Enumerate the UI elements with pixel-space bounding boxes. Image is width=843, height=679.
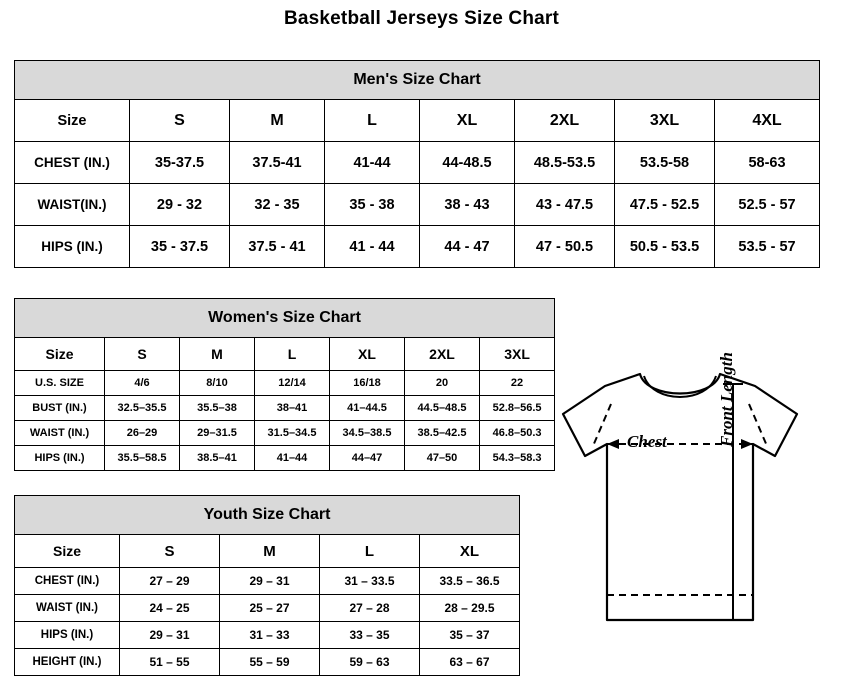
mens-col-header-m: M: [230, 100, 325, 142]
womens-us-size-3xl: 22: [480, 371, 555, 396]
womens-bust-3xl: 52.8–56.5: [480, 396, 555, 421]
table-row: [15, 595, 520, 622]
womens-bust-m: 35.5–38: [180, 396, 255, 421]
youth-height-s: 51 – 55: [120, 649, 220, 676]
table-row: [15, 446, 555, 471]
womens-us-size-l: 12/14: [255, 371, 330, 396]
youth-height-l: 59 – 63: [320, 649, 420, 676]
womens-bust-xl: 41–44.5: [330, 396, 405, 421]
womens-col-header-l: L: [255, 338, 330, 371]
womens-waist-s: 26–29: [105, 421, 180, 446]
youth-col-header-l: L: [320, 535, 420, 568]
youth-height-m: 55 – 59: [220, 649, 320, 676]
table-row: [15, 184, 820, 226]
youth-height-xl: 63 – 67: [420, 649, 520, 676]
table-header-row: [15, 100, 820, 142]
womens-waist-m: 29–31.5: [180, 421, 255, 446]
womens-us-size-2xl: 20: [405, 371, 480, 396]
table-row: [15, 396, 555, 421]
youth-hips-m: 31 – 33: [220, 622, 320, 649]
table-row: [15, 371, 555, 396]
womens-hips-m: 38.5–41: [180, 446, 255, 471]
womens-col-header-s: S: [105, 338, 180, 371]
youth-chest-l: 31 – 33.5: [320, 568, 420, 595]
womens-bust-l: 38–41: [255, 396, 330, 421]
mens-col-header-2xl: 2XL: [515, 100, 615, 142]
mens-chest-4xl: 58-63: [715, 142, 820, 184]
youth-waist-xl: 28 – 29.5: [420, 595, 520, 622]
mens-waist-3xl: 47.5 - 52.5: [615, 184, 715, 226]
mens-chart-caption: Men's Size Chart: [15, 61, 820, 100]
page-title: Basketball Jerseys Size Chart: [283, 8, 560, 29]
mens-row-label-hips: HIPS (IN.): [15, 226, 130, 268]
table-row: [15, 622, 520, 649]
womens-col-header-m: M: [180, 338, 255, 371]
mens-size-chart-table: [14, 60, 820, 268]
table-header-row: [15, 338, 555, 371]
table-row: [15, 568, 520, 595]
youth-row-label-height: HEIGHT (IN.): [15, 649, 120, 676]
measurement-diagram: [545, 352, 835, 672]
mens-hips-m: 37.5 - 41: [230, 226, 325, 268]
womens-col-header-xl: XL: [330, 338, 405, 371]
mens-chest-3xl: 53.5-58: [615, 142, 715, 184]
mens-waist-m: 32 - 35: [230, 184, 325, 226]
youth-chart-caption: Youth Size Chart: [15, 496, 520, 535]
womens-hips-l: 41–44: [255, 446, 330, 471]
mens-col-header-l: L: [325, 100, 420, 142]
womens-chart-caption: Women's Size Chart: [15, 299, 555, 338]
chest-arrow-left: [607, 439, 619, 449]
womens-bust-s: 32.5–35.5: [105, 396, 180, 421]
chest-label: Chest: [627, 432, 667, 451]
youth-col-header-xl: XL: [420, 535, 520, 568]
womens-row-label-hips: HIPS (IN.): [15, 446, 105, 471]
womens-hips-s: 35.5–58.5: [105, 446, 180, 471]
tshirt-icon: [545, 352, 835, 672]
womens-bust-2xl: 44.5–48.5: [405, 396, 480, 421]
youth-size-chart-table: [14, 495, 520, 676]
mens-row-label-chest: CHEST (IN.): [15, 142, 130, 184]
mens-col-header-4xl: 4XL: [715, 100, 820, 142]
table-header-row: [15, 535, 520, 568]
mens-col-header-xl: XL: [420, 100, 515, 142]
mens-hips-xl: 44 - 47: [420, 226, 515, 268]
womens-us-size-m: 8/10: [180, 371, 255, 396]
womens-hips-xl: 44–47: [330, 446, 405, 471]
table-row: [15, 649, 520, 676]
womens-waist-2xl: 38.5–42.5: [405, 421, 480, 446]
womens-us-size-xl: 16/18: [330, 371, 405, 396]
youth-waist-l: 27 – 28: [320, 595, 420, 622]
mens-col-header-3xl: 3XL: [615, 100, 715, 142]
shirt-outline: [563, 374, 797, 620]
mens-hips-4xl: 53.5 - 57: [715, 226, 820, 268]
womens-row-label-bust: BUST (IN.): [15, 396, 105, 421]
mens-waist-2xl: 43 - 47.5: [515, 184, 615, 226]
youth-row-label-chest: CHEST (IN.): [15, 568, 120, 595]
youth-hips-xl: 35 – 37: [420, 622, 520, 649]
mens-chest-s: 35-37.5: [130, 142, 230, 184]
table-caption-row: [15, 496, 520, 535]
womens-waist-xl: 34.5–38.5: [330, 421, 405, 446]
youth-col-header-size: Size: [15, 535, 120, 568]
table-row: [15, 226, 820, 268]
mens-hips-l: 41 - 44: [325, 226, 420, 268]
womens-row-label-us-size: U.S. SIZE: [15, 371, 105, 396]
mens-hips-s: 35 - 37.5: [130, 226, 230, 268]
youth-hips-s: 29 – 31: [120, 622, 220, 649]
youth-chest-s: 27 – 29: [120, 568, 220, 595]
youth-col-header-s: S: [120, 535, 220, 568]
youth-chest-m: 29 – 31: [220, 568, 320, 595]
womens-col-header-size: Size: [15, 338, 105, 371]
mens-chest-xl: 44-48.5: [420, 142, 515, 184]
left-sleeve-seam: [593, 404, 611, 446]
womens-row-label-waist: WAIST (IN.): [15, 421, 105, 446]
mens-col-header-size: Size: [15, 100, 130, 142]
womens-col-header-3xl: 3XL: [480, 338, 555, 371]
right-sleeve-seam: [749, 404, 767, 446]
mens-waist-s: 29 - 32: [130, 184, 230, 226]
mens-hips-2xl: 47 - 50.5: [515, 226, 615, 268]
mens-waist-xl: 38 - 43: [420, 184, 515, 226]
youth-row-label-waist: WAIST (IN.): [15, 595, 120, 622]
womens-hips-3xl: 54.3–58.3: [480, 446, 555, 471]
womens-waist-3xl: 46.8–50.3: [480, 421, 555, 446]
table-caption-row: [15, 61, 820, 100]
mens-chest-2xl: 48.5-53.5: [515, 142, 615, 184]
womens-col-header-2xl: 2XL: [405, 338, 480, 371]
mens-chest-l: 41-44: [325, 142, 420, 184]
mens-row-label-waist: WAIST(IN.): [15, 184, 130, 226]
mens-chest-m: 37.5-41: [230, 142, 325, 184]
youth-col-header-m: M: [220, 535, 320, 568]
table-caption-row: [15, 299, 555, 338]
mens-hips-3xl: 50.5 - 53.5: [615, 226, 715, 268]
youth-chest-xl: 33.5 – 36.5: [420, 568, 520, 595]
womens-us-size-s: 4/6: [105, 371, 180, 396]
mens-col-header-s: S: [130, 100, 230, 142]
mens-waist-l: 35 - 38: [325, 184, 420, 226]
youth-waist-m: 25 – 27: [220, 595, 320, 622]
youth-hips-l: 33 – 35: [320, 622, 420, 649]
table-row: [15, 421, 555, 446]
youth-waist-s: 24 – 25: [120, 595, 220, 622]
womens-hips-2xl: 47–50: [405, 446, 480, 471]
mens-waist-4xl: 52.5 - 57: [715, 184, 820, 226]
womens-size-chart-table: [14, 298, 555, 471]
youth-row-label-hips: HIPS (IN.): [15, 622, 120, 649]
table-row: [15, 142, 820, 184]
womens-waist-l: 31.5–34.5: [255, 421, 330, 446]
chest-arrow-right: [741, 439, 753, 449]
front-length-label: Front Length: [717, 352, 736, 447]
